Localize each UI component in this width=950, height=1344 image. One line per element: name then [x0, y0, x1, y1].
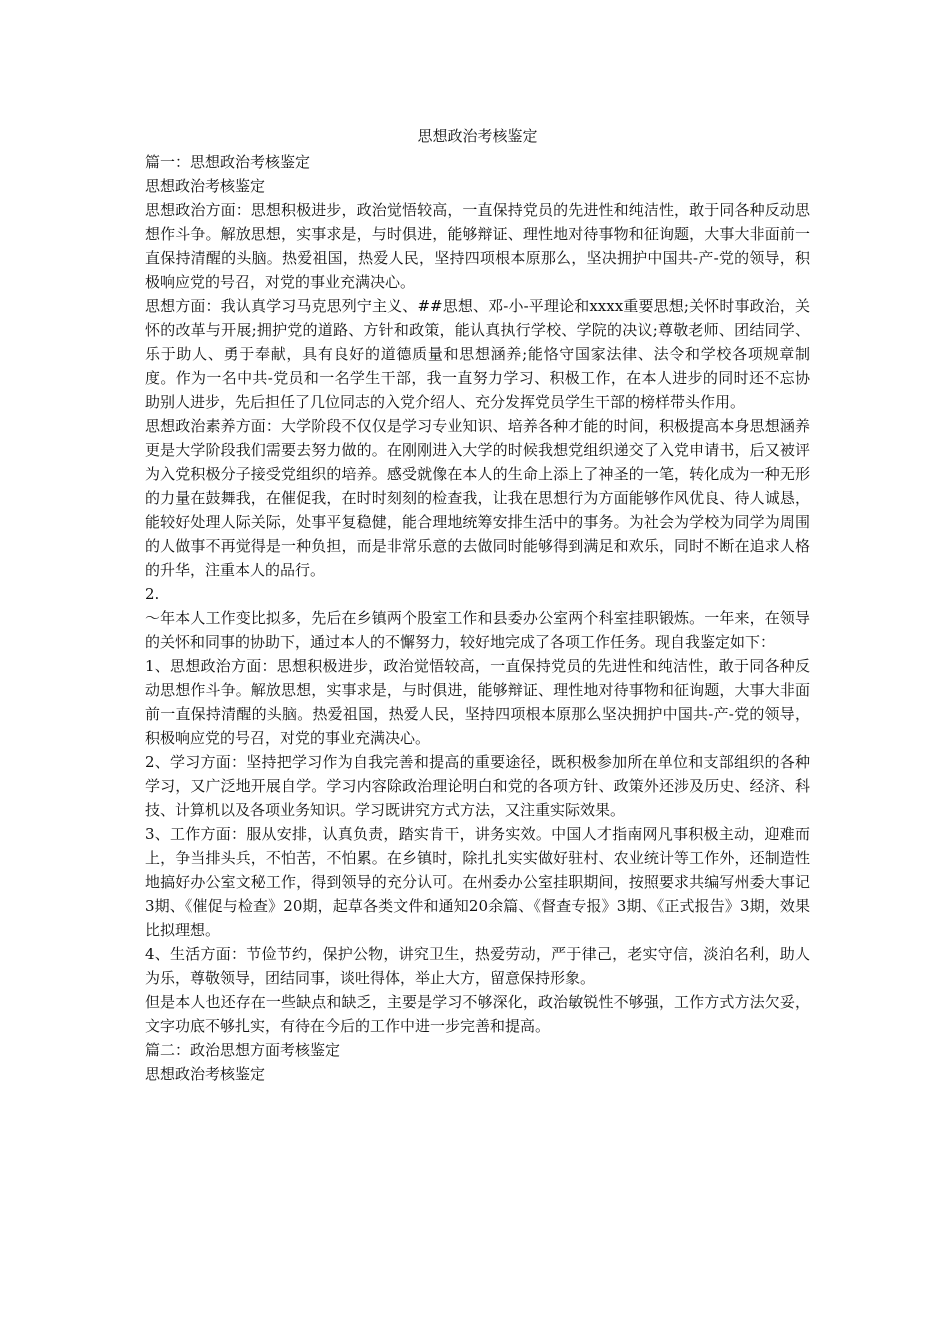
paragraph-item-2: 2、学习方面：坚持把学习作为自我完善和提高的重要途径，既积极参加所在单位和支部组织的各种学习，又广泛地开展自学。学习内容除政治理论明白和党的各项方针、政策外还涉及历史、经济、科技、计算机以及各项业务知识。学习既讲究方式方法，又注重实际效果。: [145, 753, 810, 819]
paragraph-item-3: 3、工作方面：服从安排，认真负责，踏实肯干，讲务实效。中国人才指南网凡事积极主动，迎难而上，争当排头兵，不怕苦，不怕累。在乡镇时，除扎扎实实做好驻村、农业统计等工作外，还制造性地搞好办公室文秘工作，得到领导的充分认可。在州委办公室挂职期间，按照要求共编写州委大事记3期、《催促与检查》20期，起草各类文件和通知20余篇、《督查专报》3期、《正式报告》3期，效果比拟理想。: [145, 825, 810, 939]
subheading-part-one: 思想政治考核鉴定: [145, 177, 266, 195]
paragraph-item-4: 4、生活方面：节俭节约，保护公物，讲究卫生，热爱劳动，严于律己，老实守信，淡泊名利，助人为乐，尊敬领导，团结同事，谈吐得体，举止大方，留意保持形象。: [145, 945, 810, 987]
section-number: 2.: [145, 585, 160, 603]
paragraph-shortcomings: 但是本人也还存在一些缺点和缺乏，主要是学习不够深化，政治敏锐性不够强，工作方式方法欠妥，文字功底不够扎实，有待在今后的工作中进一步完善和提高。: [145, 993, 810, 1035]
paragraph-work-summary: ～年本人工作变比拟多，先后在乡镇两个股室工作和县委办公室两个科室挂职锻炼。一年来，在领导的关怀和同事的协助下，通过本人的不懈努力，较好地完成了各项工作任务。现自我鉴定如下：: [145, 609, 810, 651]
document-body: [145, 124, 810, 1086]
subheading-part-two: 思想政治考核鉴定: [145, 1065, 266, 1083]
document-title: 思想政治考核鉴定: [417, 127, 538, 145]
paragraph-political: 思想政治方面：思想积极进步，政治觉悟较高，一直保持党员的先进性和纯洁性，敢于同各种反动思想作斗争。解放思想，实事求是，与时俱进，能够辩证、理性地对待事物和征询题，大事大非面前一直保持清醒的头脑。热爱祖国，热爱人民，坚持四项根本原那么，坚决拥护中国共-产-党的领导，积极响应党的号召，对党的事业充满决心。: [145, 201, 810, 291]
paragraph-item-1: 1、思想政治方面：思想积极进步，政治觉悟较高，一直保持党员的先进性和纯洁性，敢于同各种反动思想作斗争。解放思想，实事求是，与时俱进，能够辩证、理性地对待事物和征询题，大事大非面前一直保持清醒的头脑。热爱祖国，热爱人民，坚持四项根本原那么坚决拥护中国共-产-党的领导，积极响应党的号召，对党的事业充满决心。: [145, 657, 810, 747]
heading-part-one: 篇一：思想政治考核鉴定: [145, 153, 311, 171]
paragraph-thought: 思想方面：我认真学习马克思列宁主义、##思想、邓-小-平理论和xxxx重要思想;关怀时事政治，关怀的改革与开展;拥护党的道路、方针和政策，能认真执行学校、学院的决议;尊敬老师、团结同学、乐于助人、勇于奉献，具有良好的道德质量和思想涵养;能恪守国家法律、法令和学校各项规章制度。作为一名中共-党员和一名学生干部，我一直努力学习、积极工作，在本人进步的同时还不忘协助别人进步，先后担任了几位同志的入党介绍人、充分发挥党员学生干部的榜样带头作用。: [145, 297, 810, 411]
heading-part-two: 篇二：政治思想方面考核鉴定: [145, 1041, 341, 1059]
paragraph-political-quality: 思想政治素养方面：大学阶段不仅仅是学习专业知识、培养各种才能的时间，积极提高本身思想涵养更是大学阶段我们需要去努力做的。在刚刚进入大学的时候我想党组织递交了入党申请书，后又被评为入党积极分子接受党组织的培养。感受就像在本人的生命上添上了神圣的一笔，转化成为一种无形的力量在鼓舞我，在催促我，在时时刻刻的检查我，让我在思想行为方面能够作风优良、待人诚恳，能较好处理人际关际，处事平复稳健，能合理地统筹安排生活中的事务。为社会为学校为同学为周围的人做事不再觉得是一种负担，而是非常乐意的去做同时能够得到满足和欢乐，同时不断在追求人格的升华，注重本人的品行。: [145, 417, 810, 579]
